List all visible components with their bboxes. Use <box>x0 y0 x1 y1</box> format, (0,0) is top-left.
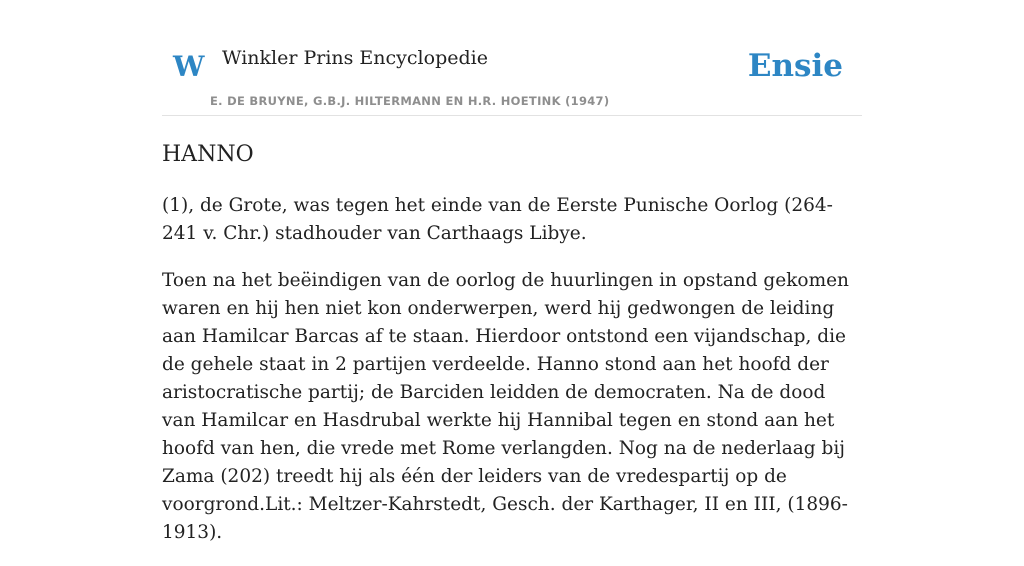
article-paragraph-2: Toen na het beëindigen van de oorlog de huurlingen in opstand gekomen waren en hij hen niet kon onderwerpen, werd hij gedwongen de leiding aan Hamilcar Barcas af te staan. Hierdoor ontstond een vijandschap, die de gehele staat in 2 partijen verdeelde. Hanno stond aan het hoofd der aristocratische partij; de Barciden leidden de democraten. Na de dood van Hamilcar en Hasdrubal werkte hij Hannibal tegen en stond aan het hoofd van hen, die vrede met Rome verlangden. Nog na de nederlaag bij Zama (202) treedt hij als één der leiders van de vredespartij op de voorgrond.Lit.: Meltzer-Kahrstedt, Gesch. der Karthager, II en III, (1896-1913). <box>162 270 849 543</box>
article-title: HANNO <box>162 142 254 167</box>
article-paragraph-1: (1), de Grote, was tegen het einde van de Eerste Punische Oorlog (264-241 v. Chr.) stadhouder van Carthaags Libye. <box>162 195 833 244</box>
source-title-link[interactable]: Winkler Prins Encyclopedie <box>222 47 488 69</box>
source-authors: E. DE BRUYNE, G.B.J. HILTERMANN EN H.R. HOETINK (1947) <box>210 94 610 108</box>
article <box>162 140 862 566</box>
source-logo-icon[interactable]: W <box>173 50 205 83</box>
source-header <box>162 36 862 116</box>
ensie-logo[interactable]: Ensie <box>747 48 843 84</box>
